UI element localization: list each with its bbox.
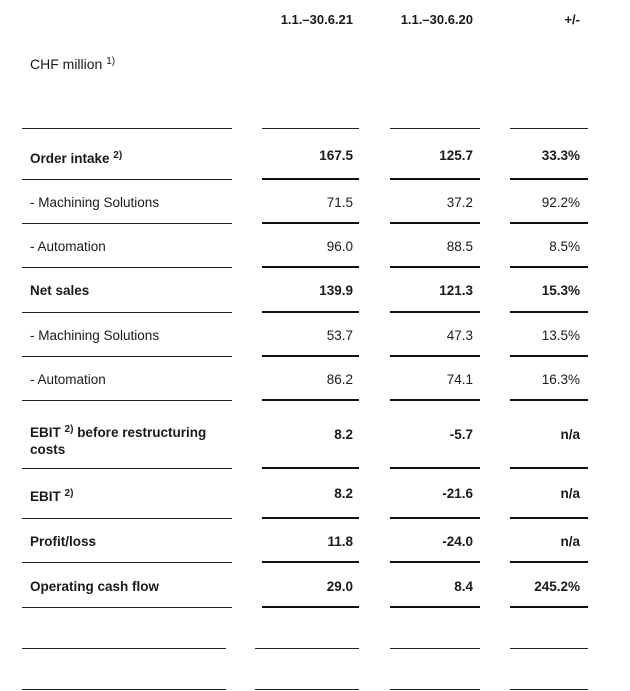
row-label-text: Net sales — [30, 283, 90, 298]
row-divider — [22, 179, 232, 180]
row-divider — [22, 518, 232, 519]
empty-row-divider — [390, 648, 480, 649]
row-divider — [22, 562, 232, 563]
value-h1-2021: 8.2 — [334, 486, 353, 501]
value-h1-2021: 86.2 — [326, 372, 353, 387]
row-label — [30, 578, 230, 595]
row-divider — [390, 355, 480, 357]
value-h1-2020: 74.1 — [446, 372, 473, 387]
value-change: 15.3% — [541, 283, 580, 298]
row-divider — [262, 606, 359, 608]
value-change: 13.5% — [541, 328, 580, 343]
value-h1-2020: 121.3 — [439, 283, 473, 298]
row-label — [30, 371, 230, 388]
row-label — [30, 238, 230, 255]
row-label — [30, 533, 230, 550]
footnote-marker: 2) — [64, 424, 74, 435]
column-header-h1-2020: 1.1.–30.6.20 — [400, 12, 473, 27]
value-h1-2021: 139.9 — [319, 283, 353, 298]
row-divider — [390, 311, 480, 313]
value-change: 33.3% — [541, 148, 580, 163]
unit-label-text: CHF million — [30, 56, 103, 72]
row-label-text: - Machining Solutions — [30, 195, 160, 210]
header-divider — [390, 128, 480, 129]
row-divider — [510, 311, 588, 313]
row-divider — [262, 399, 359, 401]
value-h1-2020: -24.0 — [442, 534, 473, 549]
row-label-text: Order intake — [30, 151, 110, 166]
row-label — [30, 147, 230, 167]
row-divider — [262, 266, 359, 268]
row-divider — [22, 267, 232, 268]
row-divider — [510, 561, 588, 563]
value-h1-2020: 125.7 — [439, 148, 473, 163]
value-h1-2020: -21.6 — [442, 486, 473, 501]
row-divider — [262, 467, 359, 469]
row-divider — [390, 517, 480, 519]
value-h1-2020: -5.7 — [449, 427, 473, 442]
row-divider — [390, 561, 480, 563]
value-change: 245.2% — [534, 579, 580, 594]
row-divider — [22, 312, 232, 313]
row-divider — [510, 355, 588, 357]
row-divider — [22, 356, 232, 357]
value-change: 92.2% — [541, 195, 580, 210]
row-divider — [262, 178, 359, 180]
value-change: n/a — [560, 427, 580, 442]
row-divider — [510, 467, 588, 469]
row-label-text: Operating cash flow — [30, 579, 160, 594]
empty-row-divider — [22, 648, 226, 649]
row-divider — [510, 222, 588, 224]
unit-label — [30, 56, 115, 72]
row-label — [30, 327, 230, 344]
value-h1-2021: 53.7 — [326, 328, 353, 343]
row-divider — [262, 561, 359, 563]
unit-footnote-marker: 1) — [106, 56, 116, 67]
row-divider — [262, 355, 359, 357]
value-change: n/a — [560, 486, 580, 501]
row-divider — [390, 399, 480, 401]
value-h1-2020: 47.3 — [446, 328, 473, 343]
row-divider — [510, 606, 588, 608]
column-header-h1-2021: 1.1.–30.6.21 — [280, 12, 353, 27]
empty-row-divider — [255, 648, 359, 649]
footnote-marker: 2) — [64, 488, 74, 499]
empty-row-divider — [22, 689, 226, 690]
row-label-text: - Machining Solutions — [30, 328, 160, 343]
row-label — [30, 282, 230, 299]
footnote-marker: 2) — [113, 150, 123, 161]
value-h1-2020: 37.2 — [446, 195, 473, 210]
row-divider — [22, 468, 232, 469]
row-label-text: Profit/loss — [30, 534, 97, 549]
value-h1-2020: 88.5 — [446, 239, 473, 254]
row-divider — [390, 266, 480, 268]
header-divider — [510, 128, 588, 129]
value-h1-2021: 71.5 — [326, 195, 353, 210]
row-divider — [390, 222, 480, 224]
header-divider — [22, 128, 232, 129]
row-divider — [390, 467, 480, 469]
column-header-change: +/- — [564, 12, 580, 27]
value-h1-2021: 29.0 — [326, 579, 353, 594]
row-label-text: EBIT — [30, 425, 61, 440]
value-h1-2021: 167.5 — [319, 148, 353, 163]
empty-row-divider — [255, 689, 359, 690]
row-label-text: EBIT — [30, 489, 61, 504]
row-divider — [22, 400, 232, 401]
row-label-text: - Automation — [30, 372, 106, 387]
row-label — [30, 194, 230, 211]
empty-row-divider — [510, 648, 588, 649]
value-h1-2021: 8.2 — [334, 427, 353, 442]
row-divider — [510, 266, 588, 268]
row-divider — [262, 222, 359, 224]
row-divider — [22, 607, 232, 608]
empty-row-divider — [390, 689, 480, 690]
row-divider — [510, 517, 588, 519]
row-label-suffix: before restructuring costs — [30, 425, 207, 457]
value-change: n/a — [560, 534, 580, 549]
value-h1-2020: 8.4 — [454, 579, 473, 594]
value-h1-2021: 11.8 — [327, 534, 353, 549]
value-change: 16.3% — [541, 372, 580, 387]
row-divider — [510, 399, 588, 401]
row-divider — [262, 311, 359, 313]
row-divider — [262, 517, 359, 519]
empty-row-divider — [510, 689, 588, 690]
header-divider — [262, 128, 359, 129]
row-label — [30, 485, 230, 505]
row-label-text: - Automation — [30, 239, 106, 254]
value-change: 8.5% — [549, 239, 580, 254]
row-divider — [510, 178, 588, 180]
row-label — [30, 421, 230, 458]
value-h1-2021: 96.0 — [326, 239, 353, 254]
row-divider — [390, 178, 480, 180]
row-divider — [390, 606, 480, 608]
row-divider — [22, 223, 232, 224]
